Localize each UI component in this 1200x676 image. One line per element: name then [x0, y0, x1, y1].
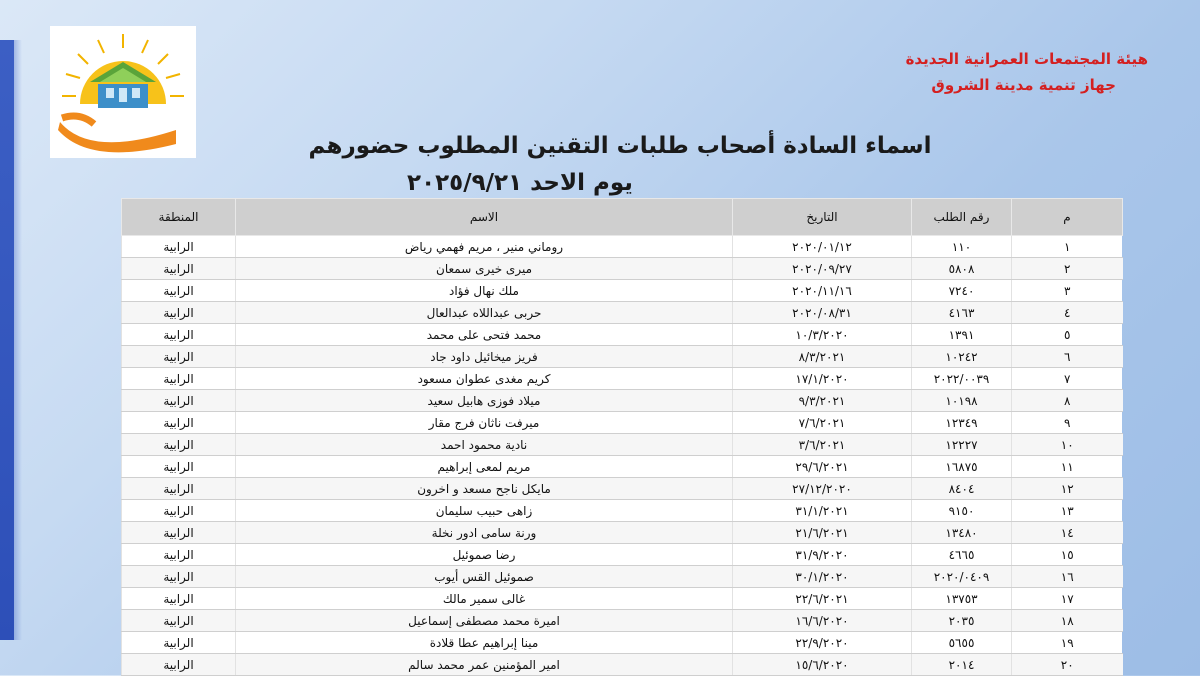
table-row [122, 588, 1123, 610]
cell-date: ٣١/٩/٢٠٢٠ [733, 544, 912, 566]
table-row [122, 346, 1123, 368]
column-header-request-no: رقم الطلب [912, 199, 1012, 236]
cell-request-number: ٨٤٠٤ [912, 478, 1012, 500]
cell-region: الرابية [122, 588, 236, 610]
table-row [122, 478, 1123, 500]
cell-region: الرابية [122, 566, 236, 588]
cell-index: ٢ [1012, 258, 1123, 280]
table-row [122, 280, 1123, 302]
cell-index: ٥ [1012, 324, 1123, 346]
cell-region: الرابية [122, 478, 236, 500]
organization-header [848, 46, 1148, 98]
cell-region: الرابية [122, 302, 236, 324]
cell-name: مريم لمعى إبراهيم [236, 456, 733, 478]
cell-name: ميلاد فوزى هابيل سعيد [236, 390, 733, 412]
table-row [122, 434, 1123, 456]
cell-region: الرابية [122, 544, 236, 566]
cell-request-number: ٢٠٢٠/٠٤٠٩ [912, 566, 1012, 588]
cell-date: ٢٠٢٠/١١/١٦ [733, 280, 912, 302]
table-body [122, 236, 1123, 676]
cell-request-number: ٢٠٣٥ [912, 610, 1012, 632]
table-row [122, 456, 1123, 478]
cell-region: الرابية [122, 500, 236, 522]
cell-region: الرابية [122, 434, 236, 456]
column-header-date: التاريخ [733, 199, 912, 236]
cell-date: ١٧/١/٢٠٢٠ [733, 368, 912, 390]
cell-date: ١٦/٦/٢٠٢٠ [733, 610, 912, 632]
cell-name: ميرى خيرى سمعان [236, 258, 733, 280]
attendees-table [121, 198, 1123, 676]
table-row [122, 368, 1123, 390]
cell-date: ٢٠٢٠/٠٩/٢٧ [733, 258, 912, 280]
cell-date: ٣٠/١/٢٠٢٠ [733, 566, 912, 588]
table-row [122, 500, 1123, 522]
table-row [122, 566, 1123, 588]
cell-request-number: ١٣٩١ [912, 324, 1012, 346]
cell-date: ٢٠٢٠/٠٨/٣١ [733, 302, 912, 324]
table-row [122, 632, 1123, 654]
cell-request-number: ٥٨٠٨ [912, 258, 1012, 280]
cell-request-number: ٧٢٤٠ [912, 280, 1012, 302]
cell-request-number: ١٢٢٢٧ [912, 434, 1012, 456]
sun-house-logo-icon [50, 26, 196, 158]
cell-region: الرابية [122, 654, 236, 676]
cell-region: الرابية [122, 346, 236, 368]
cell-index: ١٧ [1012, 588, 1123, 610]
cell-region: الرابية [122, 456, 236, 478]
cell-name: نادية محمود احمد [236, 434, 733, 456]
table-row [122, 522, 1123, 544]
cell-region: الرابية [122, 610, 236, 632]
cell-date: ٢١/٦/٢٠٢١ [733, 522, 912, 544]
cell-name: ملك نهال فؤاد [236, 280, 733, 302]
cell-index: ١٢ [1012, 478, 1123, 500]
cell-date: ١٠/٣/٢٠٢٠ [733, 324, 912, 346]
page-title: اسماء السادة أصحاب طلبات التقنين المطلوب حضورهم [308, 133, 932, 159]
cell-name: امير المؤمنين عمر محمد سالم [236, 654, 733, 676]
cell-name: ورنة سامى ادور نخلة [236, 522, 733, 544]
cell-index: ١٠ [1012, 434, 1123, 456]
cell-request-number: ٩١٥٠ [912, 500, 1012, 522]
table-row [122, 412, 1123, 434]
table-header-row [122, 199, 1123, 236]
cell-name: ميرفت ناثان فرج مقار [236, 412, 733, 434]
cell-index: ١٣ [1012, 500, 1123, 522]
cell-region: الرابية [122, 280, 236, 302]
cell-date: ١٥/٦/٢٠٢٠ [733, 654, 912, 676]
table-row [122, 390, 1123, 412]
cell-region: الرابية [122, 632, 236, 654]
cell-date: ٢٢/٩/٢٠٢٠ [733, 632, 912, 654]
cell-index: ٩ [1012, 412, 1123, 434]
cell-region: الرابية [122, 236, 236, 258]
cell-index: ١٨ [1012, 610, 1123, 632]
attendees-table-container [121, 198, 1122, 672]
cell-name: اميرة محمد مصطفى إسماعيل [236, 610, 733, 632]
cell-name: كريم مغدى عطوان مسعود [236, 368, 733, 390]
org-name: هيئة المجتمعات العمرانية الجديدة [905, 50, 1148, 68]
cell-name: مايكل ناجح مسعد و اخرون [236, 478, 733, 500]
cell-date: ٩/٣/٢٠٢١ [733, 390, 912, 412]
cell-date: ٢٠٢٠/٠١/١٢ [733, 236, 912, 258]
column-header-m: م [1012, 199, 1123, 236]
cell-request-number: ١٣٤٨٠ [912, 522, 1012, 544]
cell-request-number: ٢٠١٤ [912, 654, 1012, 676]
cell-index: ٣ [1012, 280, 1123, 302]
cell-request-number: ١٠٢٤٢ [912, 346, 1012, 368]
column-header-region: المنطقة [122, 199, 236, 236]
table-row [122, 544, 1123, 566]
column-header-name: الاسم [236, 199, 733, 236]
cell-index: ١٩ [1012, 632, 1123, 654]
org-department: جهاز تنمية مدينة الشروق [931, 76, 1116, 94]
slide-accent-bar [0, 40, 14, 640]
cell-index: ١ [1012, 236, 1123, 258]
cell-index: ١٥ [1012, 544, 1123, 566]
cell-name: حربى عبداللاه عبدالعال [236, 302, 733, 324]
cell-region: الرابية [122, 390, 236, 412]
shorouk-logo [50, 26, 196, 158]
cell-request-number: ٥٦٥٥ [912, 632, 1012, 654]
table-row [122, 258, 1123, 280]
cell-index: ١٤ [1012, 522, 1123, 544]
table-row [122, 654, 1123, 676]
cell-region: الرابية [122, 258, 236, 280]
table-row [122, 302, 1123, 324]
cell-index: ١١ [1012, 456, 1123, 478]
table-row [122, 236, 1123, 258]
cell-date: ٣١/١/٢٠٢١ [733, 500, 912, 522]
cell-date: ٢٩/٦/٢٠٢١ [733, 456, 912, 478]
cell-index: ٨ [1012, 390, 1123, 412]
cell-index: ٢٠ [1012, 654, 1123, 676]
cell-name: زاهى حبيب سليمان [236, 500, 733, 522]
cell-region: الرابية [122, 522, 236, 544]
page-subtitle-date: يوم الاحد ٢٠٢٥/٩/٢١ [407, 170, 633, 196]
cell-name: فريز ميخائيل داود جاد [236, 346, 733, 368]
cell-index: ١٦ [1012, 566, 1123, 588]
cell-name: صموئيل القس أيوب [236, 566, 733, 588]
cell-region: الرابية [122, 324, 236, 346]
cell-date: ٢٢/٦/٢٠٢١ [733, 588, 912, 610]
cell-request-number: ١٠١٩٨ [912, 390, 1012, 412]
table-row [122, 610, 1123, 632]
cell-index: ٧ [1012, 368, 1123, 390]
cell-region: الرابية [122, 368, 236, 390]
cell-request-number: ٤١٦٣ [912, 302, 1012, 324]
cell-date: ٧/٦/٢٠٢١ [733, 412, 912, 434]
cell-name: روماني منير ، مريم فهمي رياض [236, 236, 733, 258]
cell-request-number: ٢٠٢٢/٠٠٣٩ [912, 368, 1012, 390]
cell-index: ٦ [1012, 346, 1123, 368]
cell-request-number: ١٢٣٤٩ [912, 412, 1012, 434]
table-row [122, 324, 1123, 346]
cell-request-number: ١١٠ [912, 236, 1012, 258]
cell-index: ٤ [1012, 302, 1123, 324]
cell-region: الرابية [122, 412, 236, 434]
cell-name: رضا صموئيل [236, 544, 733, 566]
cell-date: ٣/٦/٢٠٢١ [733, 434, 912, 456]
cell-date: ٨/٣/٢٠٢١ [733, 346, 912, 368]
cell-name: محمد فتحى على محمد [236, 324, 733, 346]
cell-request-number: ١٣٧٥٣ [912, 588, 1012, 610]
cell-request-number: ١٦٨٧٥ [912, 456, 1012, 478]
cell-request-number: ٤٦٦٥ [912, 544, 1012, 566]
cell-date: ٢٧/١٢/٢٠٢٠ [733, 478, 912, 500]
cell-name: غالى سمير مالك [236, 588, 733, 610]
cell-name: مينا إبراهيم عطا قلادة [236, 632, 733, 654]
